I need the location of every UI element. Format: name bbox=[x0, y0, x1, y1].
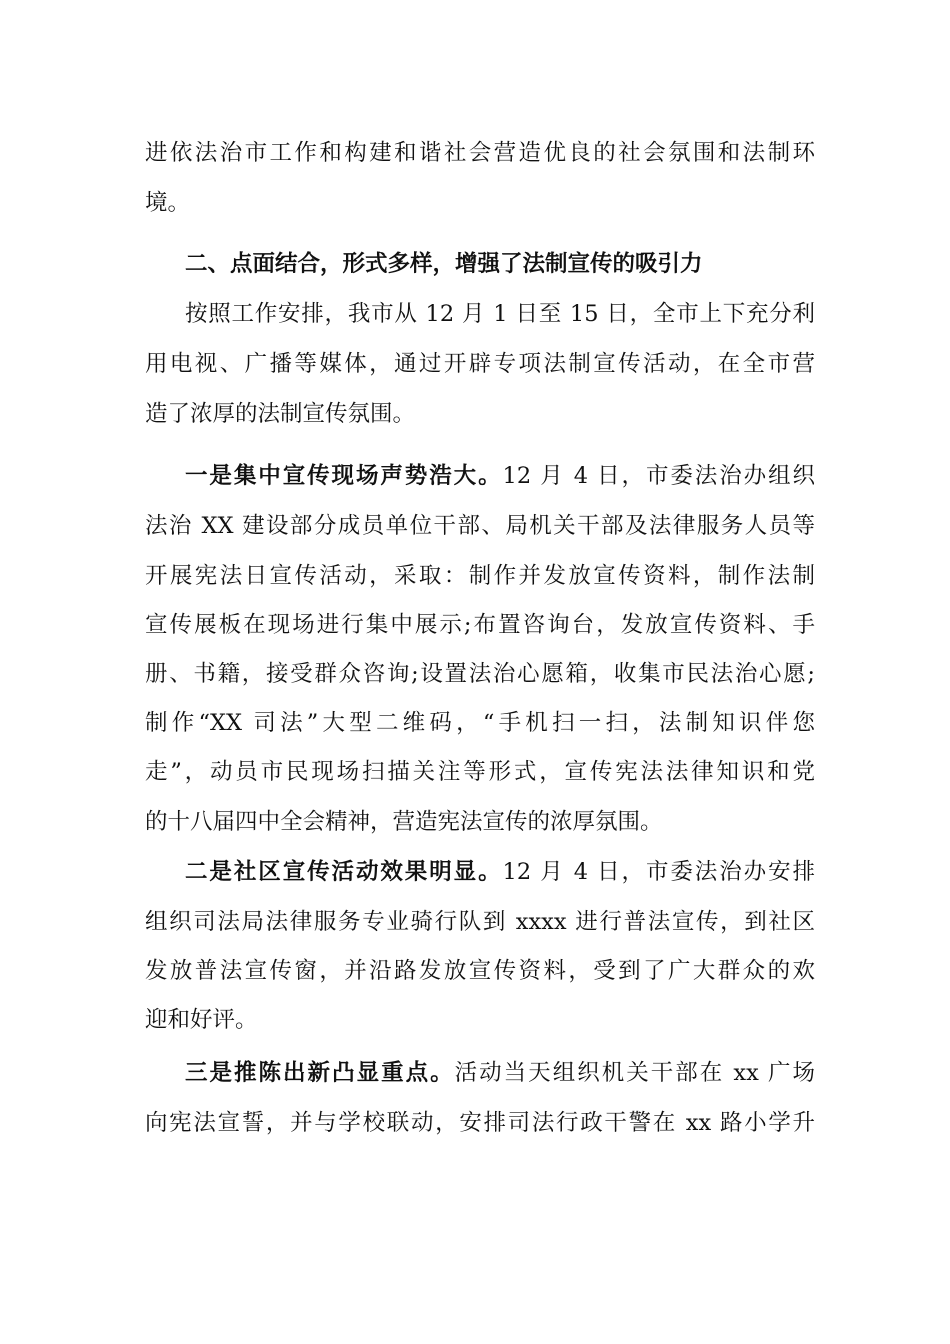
paragraph-line: 境。 bbox=[145, 190, 191, 216]
paragraph-line: 宣传展板在现场进行集中展示;布置咨询台，发放宣传资料、手 bbox=[145, 612, 815, 638]
paragraph-lead: 一是集中宣传现场声势浩大。 bbox=[185, 463, 503, 489]
paragraph-line: 组织司法局法律服务专业骑行队到 xxxx 进行普法宣传，到社区 bbox=[145, 909, 815, 935]
paragraph-line: 向宪法宣誓，并与学校联动，安排司法行政干警在 xx 路小学升 bbox=[145, 1110, 815, 1136]
paragraph-text: 活动当天组织机关干部在 xx 广场 bbox=[454, 1060, 815, 1086]
paragraph-line: 用电视、广播等媒体，通过开辟专项法制宣传活动，在全市营 bbox=[145, 351, 815, 377]
paragraph-text: 12 月 4 日，市委法治办组织 bbox=[502, 463, 815, 489]
section-heading: 二、点面结合，形式多样，增强了法制宣传的吸引力 bbox=[185, 251, 703, 277]
paragraph-line: 走”，动员市民现场扫描关注等形式，宣传宪法法律知识和党 bbox=[145, 759, 815, 785]
paragraph-line bbox=[185, 1053, 815, 1093]
paragraph-line bbox=[185, 456, 815, 496]
paragraph-line: 册、书籍，接受群众咨询;设置法治心愿箱，收集市民法治心愿; bbox=[145, 661, 815, 687]
paragraph-lead: 二是社区宣传活动效果明显。 bbox=[185, 859, 503, 885]
paragraph-line: 迎和好评。 bbox=[145, 1007, 258, 1033]
paragraph-line: 进依法治市工作和构建和谐社会营造优良的社会氛围和法制环 bbox=[145, 140, 815, 166]
paragraph-line: 法治 XX 建设部分成员单位干部、局机关干部及法律服务人员等 bbox=[145, 513, 815, 539]
paragraph-line: 制作“XX 司法”大型二维码，“手机扫一扫，法制知识伴您 bbox=[145, 710, 815, 736]
paragraph-lead: 三是推陈出新凸显重点。 bbox=[185, 1060, 455, 1086]
paragraph-line: 发放普法宣传窗，并沿路发放宣传资料，受到了广大群众的欢 bbox=[145, 958, 815, 984]
paragraph-line: 造了浓厚的法制宣传氛围。 bbox=[145, 401, 416, 427]
paragraph-line: 的十八届四中全会精神，营造宪法宣传的浓厚氛围。 bbox=[145, 809, 663, 835]
paragraph-line: 按照工作安排，我市从 12 月 1 日至 15 日，全市上下充分利 bbox=[185, 301, 815, 327]
paragraph-text: 12 月 4 日，市委法治办安排 bbox=[502, 859, 815, 885]
paragraph-line bbox=[185, 852, 815, 892]
paragraph-line: 开展宪法日宣传活动，采取：制作并发放宣传资料，制作法制 bbox=[145, 563, 815, 589]
